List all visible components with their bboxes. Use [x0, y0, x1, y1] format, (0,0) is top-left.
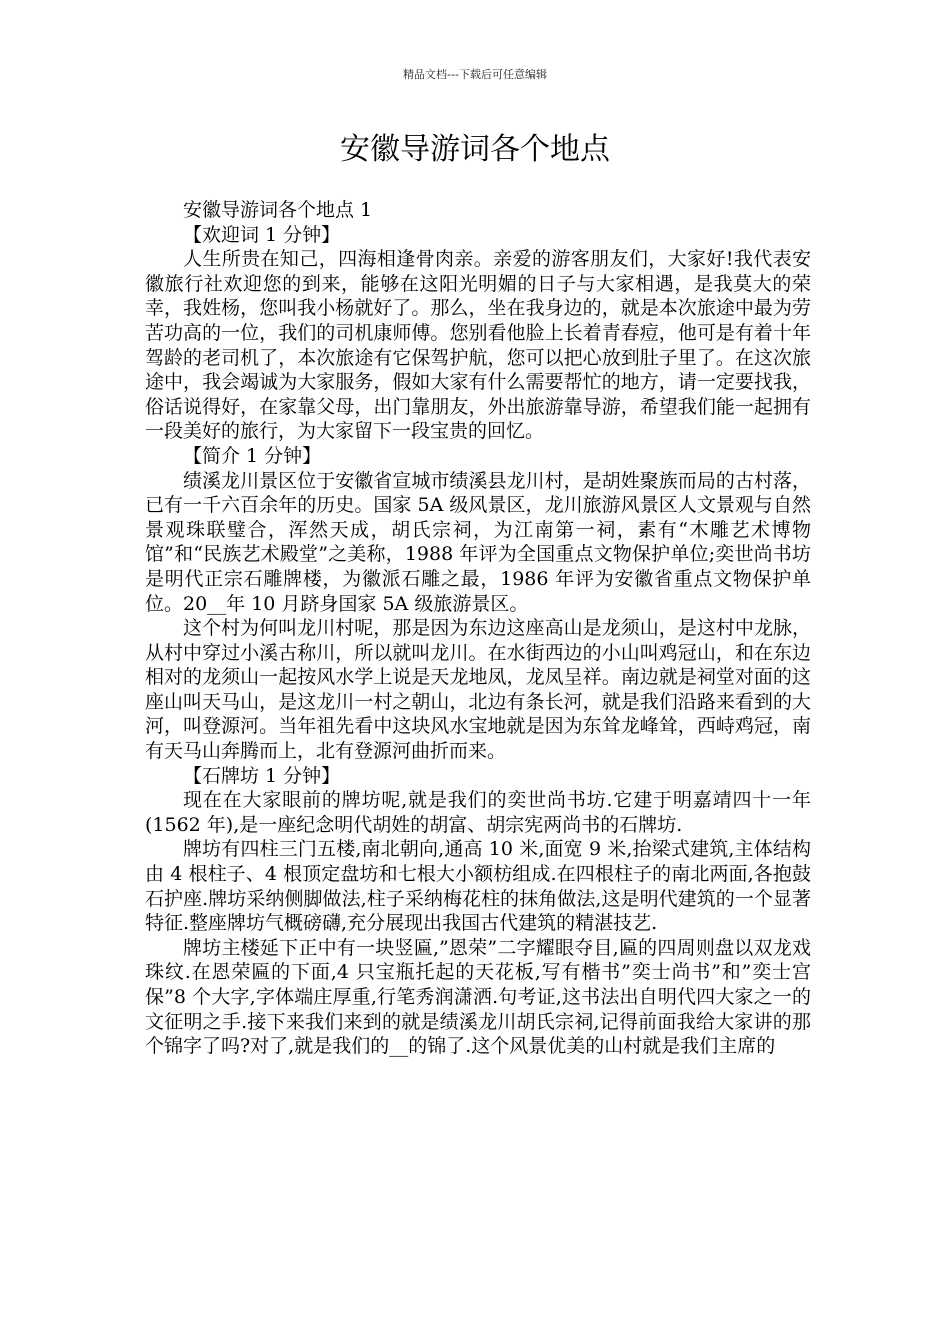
section-heading-intro: 【简介 1 分钟】: [183, 444, 322, 467]
paragraph-intro: 绩溪龙川景区位于安徽省宣城市绩溪县龙川村，是胡姓聚族而局的古村落，已有一千六百余年的历史。国家 5A 级风景区，龙川旅游风景区人文景观与自然景观珠联璧合，浑然天成，胡氏宗祠，为江南第一祠，素有“木雕艺术博物馆”和“民族艺术殿堂”之美称，1988 年评为全国重点文物保护单位;奕世尚书坊是明代正宗石雕牌楼，为徽派石雕之最，1986 年评为安徽省重点文物保护单位。20__年 10 月跻身国家 5A 级旅游景区。: [145, 469, 811, 615]
subtitle-paragraph: 安徽导游词各个地点 1: [183, 199, 373, 221]
document-body: [145, 198, 811, 1059]
paragraph-archway-1: 现在在大家眼前的牌坊呢,就是我们的奕世尚书坊.它建于明嘉靖四十一年(1562 年),是一座纪念明代胡姓的胡富、胡宗宪两尚书的石牌坊.: [145, 789, 811, 836]
paragraph-welcome: 人生所贵在知己，四海相逢骨肉亲。亲爱的游客朋友们，大家好!我代表安徽旅行社欢迎您的到来，能够在这阳光明媚的日子与大家相遇，是我莫大的荣幸，我姓杨，您叫我小杨就好了。那么，坐在我身边的，就是本次旅途中最为劳苦功高的一位，我们的司机康师傅。您别看他脸上长着青春痘，他可是有着十年驾龄的老司机了，本次旅途有它保驾护航，您可以把心放到肚子里了。在这次旅途中，我会竭诚为大家服务，假如大家有什么需要帮忙的地方，请一定要找我，俗话说得好，在家靠父母，出门靠朋友，外出旅游靠导游，希望我们能一起拥有一段美好的旅行，为大家留下一段宝贵的回忆。: [145, 248, 811, 443]
document-title: 安徽导游词各个地点: [340, 132, 610, 167]
section-heading-archway: 【石牌坊 1 分钟】: [183, 764, 341, 787]
paragraph-archway-3: 牌坊主楼延下正中有一块竖匾,”恩荣”二字耀眼夺目,匾的四周则盘以双龙戏珠纹.在恩荣匾的下面,4 只宝瓶托起的天花板,写有楷书”奕士尚书”和”奕士宫保”8 个大字,字体端庄厚重,行笔秀润潇洒.句考证,这书法出自明代四大家之一的文征明之手.接下来我们来到的就是绩溪龙川胡氏宗祠,记得前面我给大家讲的那个锦字了吗?对了,就是我们的__的锦了.这个风景优美的山村就是我们主席的: [145, 936, 811, 1058]
paragraph-village-name: 这个村为何叫龙川村呢，那是因为东边这座高山是龙须山，是这村中龙脉，从村中穿过小溪古称川，所以就叫龙川。在水街西边的小山叫鸡冠山，和在东边相对的龙须山一起按风水学上说是天龙地凤，龙凤呈祥。南边就是祠堂对面的这座山叫天马山，是这龙川一村之朝山，北边有条长河，就是我们沿路来看到的大河，叫登源河。当年祖先看中这块风水宝地就是因为东耸龙峰耸，西峙鸡冠，南有天马山奔腾而上，北有登源河曲折而来。: [145, 617, 811, 763]
section-heading-welcome: 【欢迎词 1 分钟】: [183, 223, 341, 246]
header-note: 精品文档---下载后可任意编辑: [403, 68, 547, 81]
paragraph-archway-2: 牌坊有四柱三门五楼,南北朝向,通高 10 米,面宽 9 米,抬梁式建筑,主体结构由 4 根柱子、4 根顶定盘坊和七根大小额枋组成.在四根柱子的南北两面,各抱鼓石护座.牌坊采纳侧脚做法,柱子采纳梅花柱的抹角做法,这是明代建筑的一个显著特征.整座牌坊气概磅礴,充分展现出我国古代建筑的精湛技艺.: [145, 838, 811, 935]
